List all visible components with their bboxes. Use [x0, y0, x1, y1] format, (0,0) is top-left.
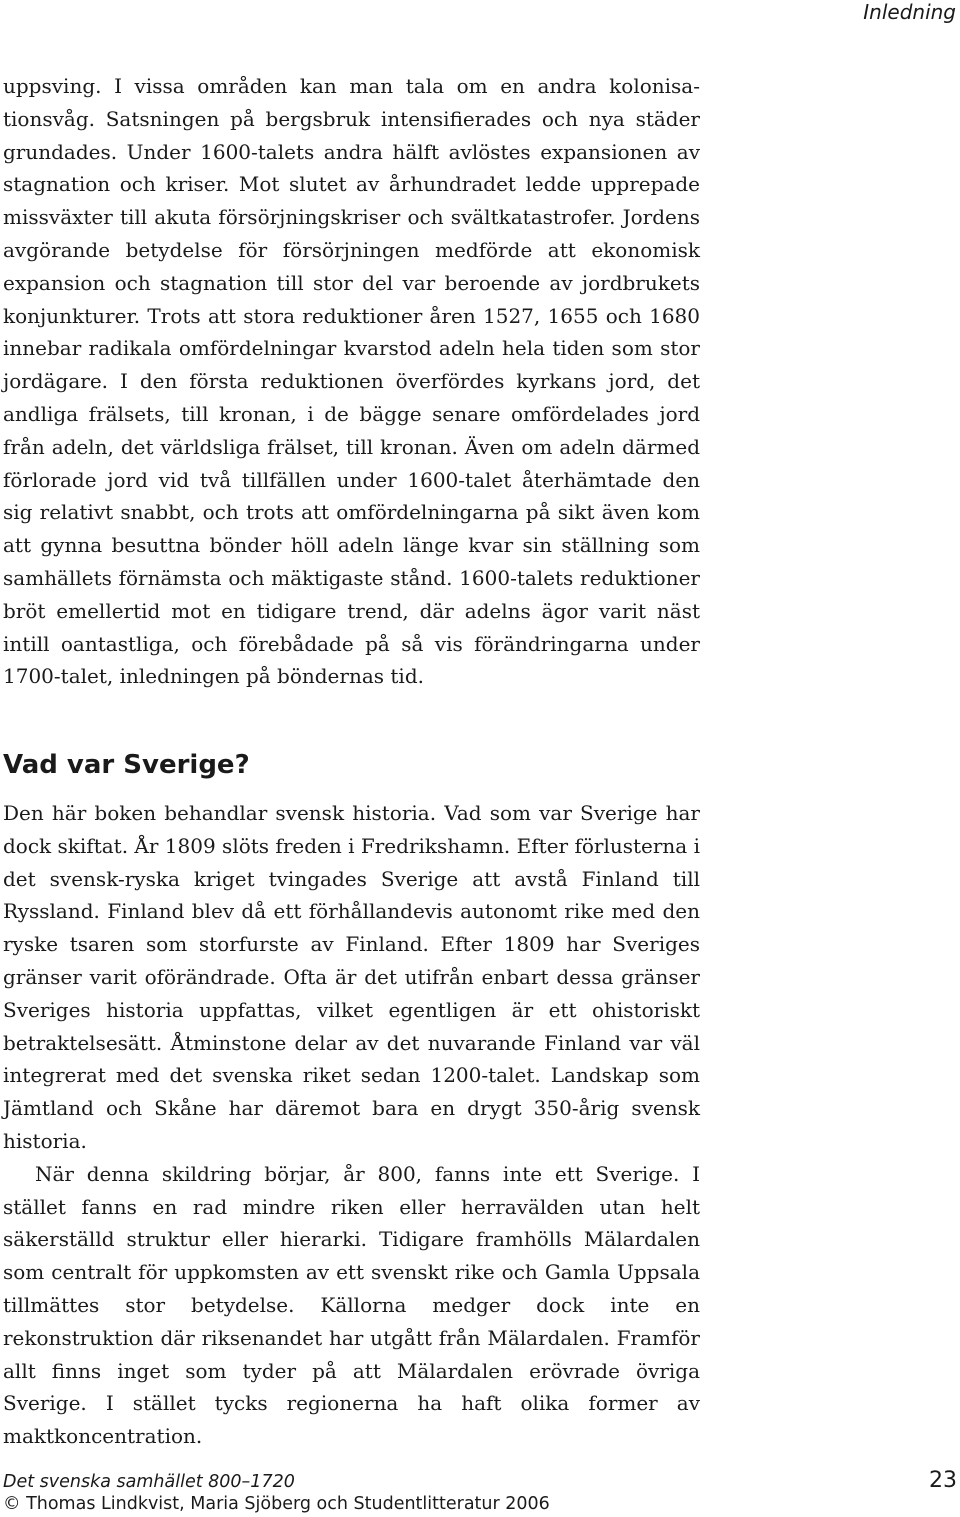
footer-book-title: Det svenska samhället 800–1720 — [3, 1472, 295, 1492]
running-head: Inledning — [863, 0, 956, 24]
body-paragraph: uppsving. I vissa områden kan man tala om en andra kolonisationsvåg. Satsningen på bergsbruk intensifierades och nya städer grundades. Under 1600-talets andra hälft avlöstes expansionen av stagnation och kriser. Mot slutet av århundradet ledde upprepade missväxter till akuta försörjningskriser och svältkatastrofer. Jordens avgörande betydelse för försörjningen medförde att ekonomisk expansion och stagnation till stor del var beroende av jordbrukets konjunkturer. Trots att stora reduktioner åren 1527, 1655 och 1680 innebar radikala omfördelningar kvarstod adeln hela tiden som stor jordägare. I den första reduktionen överfördes kyrkans jord, det andliga frälsets, till kronan, i de bägge senare omfördelades jord från adeln, det världsliga frälset, till kronan. Även om adeln därmed förlorade jord vid två tillfällen under 1600-talet återhämtade den sig relativt snabbt, och trots att omfördelningarna på sikt även kom att gynna besuttna bönder höll adeln länge kvar sin ställning som samhällets förnämsta och mäktigaste stånd. 1600-talets reduktioner bröt emellertid mot en tidigare trend, där adelns ägor varit näst intill oantastliga, och förebådade på så vis förändringarna under 1700-talet, inledningen på böndernas tid. — [3, 74, 700, 689]
page-number: 23 — [929, 1468, 957, 1493]
main-text-lower — [3, 797, 700, 1453]
body-paragraph: Den här boken behandlar svensk historia. Vad som var Sverige har dock skiftat. År 1809 slöts freden i Fredrikshamn. Efter förlusterna i det svensk-ryska kriget tvingades Sverige att avstå Finland till Ryssland. Finland blev då ett förhållandevis autonomt rike med den ryske tsaren som storfurste av Finland. Efter 1809 har Sveriges gränser varit oförändrade. Ofta är det utifrån enbart dessa gränser Sveriges historia uppfattas, vilket egentligen är ett ohistoriskt betraktelsesätt. Åtminstone delar av det nuvarande Finland var väl integrerat med det svenska riket sedan 1200-talet. Landskap som Jämtland och Skåne har däremot bara en drygt 350-årig svensk historia. — [3, 801, 700, 1153]
main-text-upper — [3, 70, 700, 693]
body-paragraph: När denna skildring börjar, år 800, fanns inte ett Sverige. I stället fanns en rad mindre riken eller herravälden utan helt säkerställd struktur eller hierarki. Tidigare framhölls Mälardalen som centralt för uppkomsten av ett svenskt rike och Gamla Uppsala tillmättes stor betydelse. Källorna medger dock inte en rekonstruktion där riksenandet har utgått från Mälardalen. Framför allt finns inget som tyder på att Mälardalen erövrade övriga Sverige. I stället tycks regionerna ha haft olika former av maktkoncentration. — [3, 1161, 700, 1449]
page-footer — [3, 1471, 550, 1515]
footer-copyright: © Thomas Lindkvist, Maria Sjöberg och Studentlitteratur 2006 — [3, 1494, 550, 1514]
section-heading: Vad var Sverige? — [3, 750, 250, 780]
